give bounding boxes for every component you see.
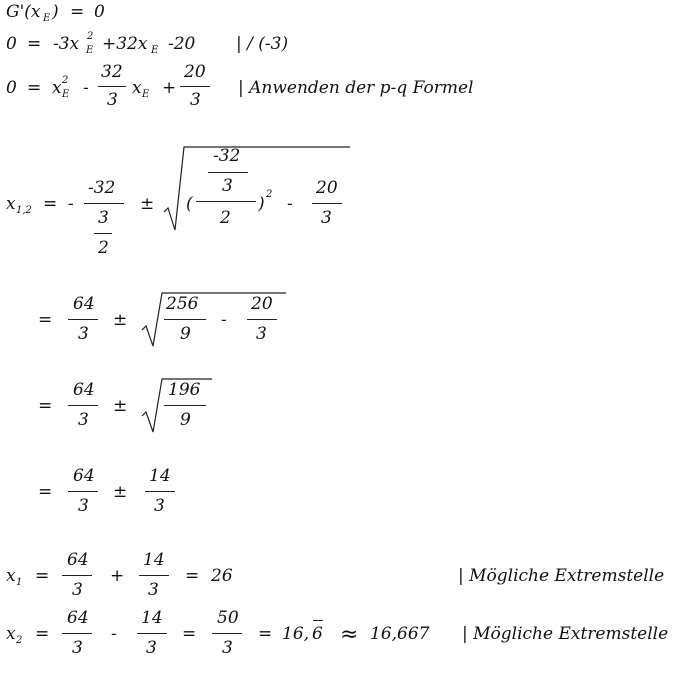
line3-note: | Anwenden der p-q Formel [238, 78, 474, 98]
line3-minus: - [83, 78, 89, 98]
line3-term1-exp: 2 [62, 75, 69, 86]
line8-frac2-num: 14 [143, 550, 165, 570]
line4-x: x [6, 194, 16, 214]
line9-x: x [6, 624, 16, 644]
line5-minus: - [221, 310, 227, 330]
line7-frac1-den: 3 [78, 496, 89, 516]
line9-frac2-den: 3 [146, 638, 157, 658]
line3-term1-sub: E [62, 89, 70, 100]
line3-x-sub: E [142, 89, 150, 100]
line7-equals: = [38, 482, 53, 502]
line5-r1-den: 9 [180, 324, 191, 344]
line7-frac2-bar [145, 491, 175, 492]
line8-x: x [6, 566, 16, 586]
line5-r2-num: 20 [251, 294, 273, 314]
line9-equals3: = [258, 624, 273, 644]
line1-paren: ) [52, 2, 59, 22]
line5-plusminus: ± [113, 310, 128, 330]
line1-rhs: 0 [94, 2, 105, 22]
line6-frac-num: 64 [73, 380, 95, 400]
line4-inner-num: -32 [213, 146, 241, 166]
line9-equals: = [35, 624, 50, 644]
line7-plusminus: ± [113, 482, 128, 502]
line9-note: | Mögliche Extremstelle [462, 624, 669, 644]
line8-note: | Mögliche Extremstelle [458, 566, 665, 586]
line8-frac1-bar [62, 575, 92, 576]
line1-equals: = [70, 2, 85, 22]
line6-r-bar [164, 405, 206, 406]
line4-frac-num: 20 [316, 178, 338, 198]
line8-x-sub: 1 [16, 577, 23, 588]
line4-den: 2 [98, 238, 109, 258]
line9-frac3-num: 50 [217, 608, 239, 628]
line2-term3: -20 [168, 34, 196, 54]
line4-num: -32 [88, 178, 116, 198]
line4-inner-num2: 3 [222, 176, 233, 196]
line5-frac-den: 3 [78, 324, 89, 344]
line2-equals: = [27, 34, 42, 54]
line9-equals2: = [182, 624, 197, 644]
line6-equals: = [38, 396, 53, 416]
line8-result: 26 [211, 566, 233, 586]
line2-term2-sub: E [151, 45, 159, 56]
line8-frac2-bar [139, 575, 169, 576]
line9-frac1-den: 3 [72, 638, 83, 658]
line1-derivative: G'(x [6, 2, 41, 22]
line3-lhs: 0 [6, 78, 17, 98]
line2-term1-sub: E [86, 45, 94, 56]
line4-minus: - [68, 194, 74, 214]
line6-r-num: 196 [168, 380, 201, 400]
line6-frac-den: 3 [78, 410, 89, 430]
line5-frac-num: 64 [73, 294, 95, 314]
line7-frac1-num: 64 [73, 466, 95, 486]
line4-num2: 3 [98, 208, 109, 228]
line4-lparen: ( [186, 194, 193, 214]
line9-frac1-bar [62, 633, 92, 634]
line4-inner-den: 2 [220, 208, 231, 228]
line7-frac2-num: 14 [149, 466, 171, 486]
line6-r-den: 9 [180, 410, 191, 430]
line5-r1-num: 256 [166, 294, 199, 314]
line9-result2: 16,667 [370, 624, 430, 644]
line9-repeat-digit: 6 [312, 624, 323, 644]
line3-plus: + [162, 78, 177, 98]
line3-term1: x [52, 78, 62, 98]
line3-frac1-num: 32 [101, 62, 123, 82]
line9-frac3-bar [212, 633, 242, 634]
line9-x-sub: 2 [16, 635, 23, 646]
line8-frac2-den: 3 [148, 580, 159, 600]
line8-equals2: = [185, 566, 200, 586]
line3-frac2-den: 3 [190, 90, 201, 110]
line5-equals: = [38, 310, 53, 330]
line3-equals: = [27, 78, 42, 98]
line8-equals: = [35, 566, 50, 586]
line4-rparen: ) [258, 194, 265, 214]
line7-frac1-bar [68, 491, 98, 492]
line4-frac-den: 3 [321, 208, 332, 228]
line9-frac3-den: 3 [222, 638, 233, 658]
line2-note: | / (-3) [236, 34, 289, 54]
line9-minus: - [111, 624, 117, 644]
line9-approx: ≈ [340, 622, 359, 647]
line3-frac2-num: 20 [184, 62, 206, 82]
line9-result: 16, [282, 624, 310, 644]
line7-frac2-den: 3 [154, 496, 165, 516]
line9-frac1-num: 64 [67, 608, 89, 628]
line9-frac2-num: 14 [141, 608, 163, 628]
line8-frac1-den: 3 [72, 580, 83, 600]
line4-plusminus: ± [140, 194, 155, 214]
line5-r2-den: 3 [256, 324, 267, 344]
line2-term1-exp: 2 [87, 31, 94, 42]
line3-x: x [132, 78, 142, 98]
line2-term2: +32x [102, 34, 148, 54]
line3-frac1-den: 3 [107, 90, 118, 110]
line8-plus: + [110, 566, 125, 586]
line4-minus2: - [287, 194, 293, 214]
line4-square: 2 [266, 189, 273, 200]
line1-subscript: E [43, 13, 51, 24]
line9-frac2-bar [137, 633, 167, 634]
line2-term1: -3x [53, 34, 80, 54]
line9-repeat-bar [313, 620, 323, 621]
line4-x-sub: 1,2 [16, 205, 32, 216]
line2-lhs: 0 [6, 34, 17, 54]
line6-plusminus: ± [113, 396, 128, 416]
line4-equals: = [43, 194, 58, 214]
line8-frac1-num: 64 [67, 550, 89, 570]
